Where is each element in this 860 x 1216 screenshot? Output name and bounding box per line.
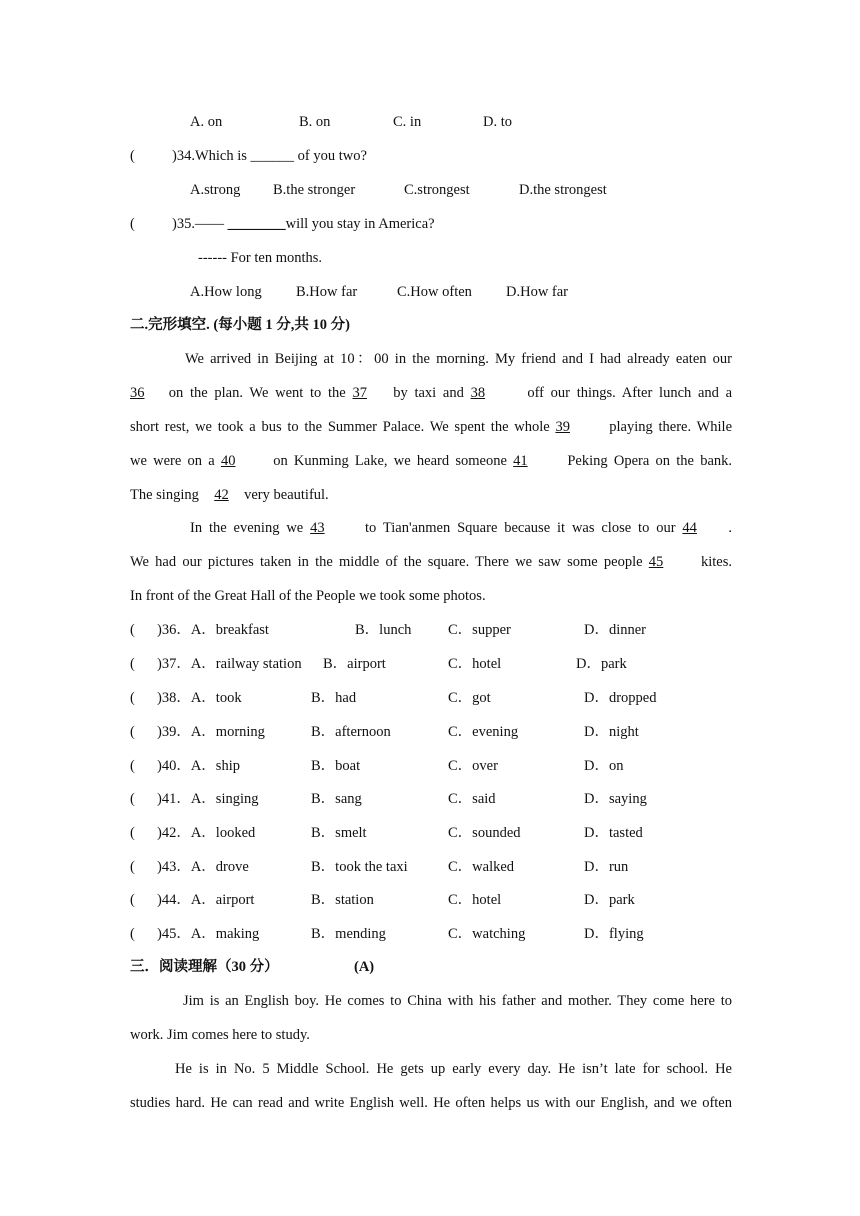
q35-stem-end: will you stay in America?: [285, 216, 435, 232]
cloze-p1-line5: [130, 485, 329, 505]
question-option-a: )36．A．breakfast: [157, 622, 269, 638]
question-option-b: B．airport: [323, 656, 386, 672]
q35-blank: ________: [227, 216, 286, 232]
cloze-text: off our things. After lunch and a: [527, 385, 733, 401]
question-option-c: C．said: [448, 791, 496, 807]
question-option-a: )38．A．took: [157, 690, 242, 706]
question-option-c: C．evening: [448, 724, 519, 740]
q35-option-d: D.How far: [506, 284, 569, 300]
cloze-text: on the plan. We went to the: [168, 385, 346, 401]
question-paren: (: [130, 892, 135, 908]
q34-option-d: D.the strongest: [519, 182, 607, 198]
question-paren: (: [130, 724, 135, 740]
question-option-d: D．run: [584, 859, 629, 875]
question-option-d: D．park: [584, 892, 635, 908]
q33-option-b: B. on: [299, 114, 331, 130]
question-option-d: D．flying: [584, 926, 644, 942]
question-option-c: C．hotel: [448, 656, 502, 672]
cloze-p2-line2: [130, 552, 732, 572]
cloze-text: by taxi and: [393, 385, 464, 401]
reading-line-1: Jim is an English boy. He comes to China with his father and mother. They come here to: [183, 993, 732, 1009]
question-paren: (: [130, 656, 135, 672]
question-option-c: C．got: [448, 690, 491, 706]
question-option-c: C．walked: [448, 859, 515, 875]
cloze-p1-line4: [130, 451, 732, 471]
question-option-b: B．took the taxi: [311, 859, 408, 875]
cloze-text: to Tian'anmen Square because it was close to our: [365, 520, 676, 536]
q35-paren: (: [130, 216, 135, 232]
question-paren: (: [130, 926, 135, 942]
question-option-c: C．supper: [448, 622, 511, 638]
cloze-text: playing there. While: [609, 419, 733, 435]
cloze-text: short rest, we took a bus to the Summer Palace. We spent the whole: [130, 419, 550, 435]
question-option-c: C．hotel: [448, 892, 502, 908]
question-option-a: )43．A．drove: [157, 859, 249, 875]
cloze-text: Peking Opera on the bank.: [567, 453, 733, 469]
q35-option-a: A.How long: [190, 284, 262, 300]
blank-39: 39: [555, 419, 570, 435]
question-option-d: D．dropped: [584, 690, 657, 706]
question-option-d: D．on: [584, 758, 624, 774]
cloze-text: we were on a: [130, 453, 215, 469]
reading-line-4: studies hard. He can read and write English well. He often helps us with our English, and we often: [130, 1095, 732, 1111]
cloze-text: very beautiful.: [244, 487, 329, 503]
blank-40: 40: [220, 453, 236, 469]
question-option-b: B．lunch: [355, 622, 412, 638]
blank-43: 43: [310, 520, 325, 536]
question-option-a: )44．A．airport: [157, 892, 255, 908]
cloze-text: kites.: [701, 554, 733, 570]
cloze-p2-line1: [190, 518, 732, 538]
question-paren: (: [130, 825, 135, 841]
blank-36: 36: [130, 385, 145, 401]
reading-line-2: work. Jim comes here to study.: [130, 1027, 310, 1043]
q34-stem: [172, 146, 367, 166]
question-option-b: B．sang: [311, 791, 362, 807]
question-option-d: D．tasted: [584, 825, 643, 841]
question-option-c: C．over: [448, 758, 498, 774]
blank-45: 45: [648, 554, 664, 570]
question-option-b: B．mending: [311, 926, 386, 942]
question-option-a: )39．A．morning: [157, 724, 265, 740]
question-option-a: )45．A．making: [157, 926, 260, 942]
blank-42: 42: [214, 487, 229, 503]
q34-blank: ______: [250, 148, 295, 164]
question-option-d: D．saying: [584, 791, 647, 807]
question-option-d: D．night: [584, 724, 639, 740]
question-paren: (: [130, 690, 135, 706]
question-option-c: C．sounded: [448, 825, 521, 841]
question-option-b: B．afternoon: [311, 724, 391, 740]
question-paren: (: [130, 758, 135, 774]
question-option-b: B．smelt: [311, 825, 367, 841]
q35-option-b: B.How far: [296, 284, 358, 300]
section2-heading: 二.完形填空. (每小题 1 分,共 10 分): [130, 317, 350, 333]
q33-option-c: C. in: [393, 114, 422, 130]
question-option-b: B．had: [311, 690, 357, 706]
q33-option-d: D. to: [483, 114, 512, 130]
question-paren: (: [130, 622, 135, 638]
q35-stem-start: )35.——: [172, 216, 224, 232]
cloze-text: In the evening we: [190, 520, 304, 536]
question-option-a: )41．A．singing: [157, 791, 259, 807]
q34-option-c: C.strongest: [404, 182, 470, 198]
question-option-a: )37．A．railway station: [157, 656, 302, 672]
q33-option-a: A. on: [190, 114, 223, 130]
question-option-a: )40．A．ship: [157, 758, 240, 774]
q34-stem-end: of you two?: [297, 148, 367, 164]
cloze-p2-line3: In front of the Great Hall of the People we took some photos.: [130, 588, 486, 604]
question-option-b: B．station: [311, 892, 374, 908]
q35-stem: [172, 214, 435, 234]
q34-stem-start: )34.Which is: [172, 148, 247, 164]
question-option-c: C．watching: [448, 926, 526, 942]
reading-line-3: He is in No. 5 Middle School. He gets up early every day. He isn’t late for school. He: [175, 1061, 732, 1077]
blank-38: 38: [470, 385, 486, 401]
question-option-b: B．boat: [311, 758, 361, 774]
question-paren: (: [130, 859, 135, 875]
question-option-d: D．dinner: [584, 622, 647, 638]
cloze-p1-line3: [130, 417, 732, 437]
q35-answer: ------ For ten months.: [198, 250, 323, 266]
blank-37: 37: [352, 385, 367, 401]
q34-option-b: B.the stronger: [273, 182, 356, 198]
cloze-p1-line2: [130, 383, 732, 403]
q35-option-c: C.How often: [397, 284, 472, 300]
cloze-text: on Kunming Lake, we heard someone: [273, 453, 507, 469]
cloze-text: The singing: [130, 487, 199, 503]
cloze-p1-line1: We arrived in Beijing at 10：00 in the morning. My friend and I had already eaten our: [185, 351, 732, 367]
blank-41: 41: [513, 453, 528, 469]
section3-subheading: (A): [354, 959, 375, 975]
cloze-text: .: [728, 520, 733, 536]
section3-heading: 三．阅读理解（30 分）: [130, 959, 279, 975]
q34-option-a: A.strong: [190, 182, 241, 198]
question-paren: (: [130, 791, 135, 807]
question-option-d: D．park: [576, 656, 627, 672]
q34-paren: (: [130, 148, 135, 164]
question-option-a: )42．A．looked: [157, 825, 256, 841]
cloze-text: We had our pictures taken in the middle of the square. There we saw some people: [130, 554, 643, 570]
blank-44: 44: [682, 520, 697, 536]
